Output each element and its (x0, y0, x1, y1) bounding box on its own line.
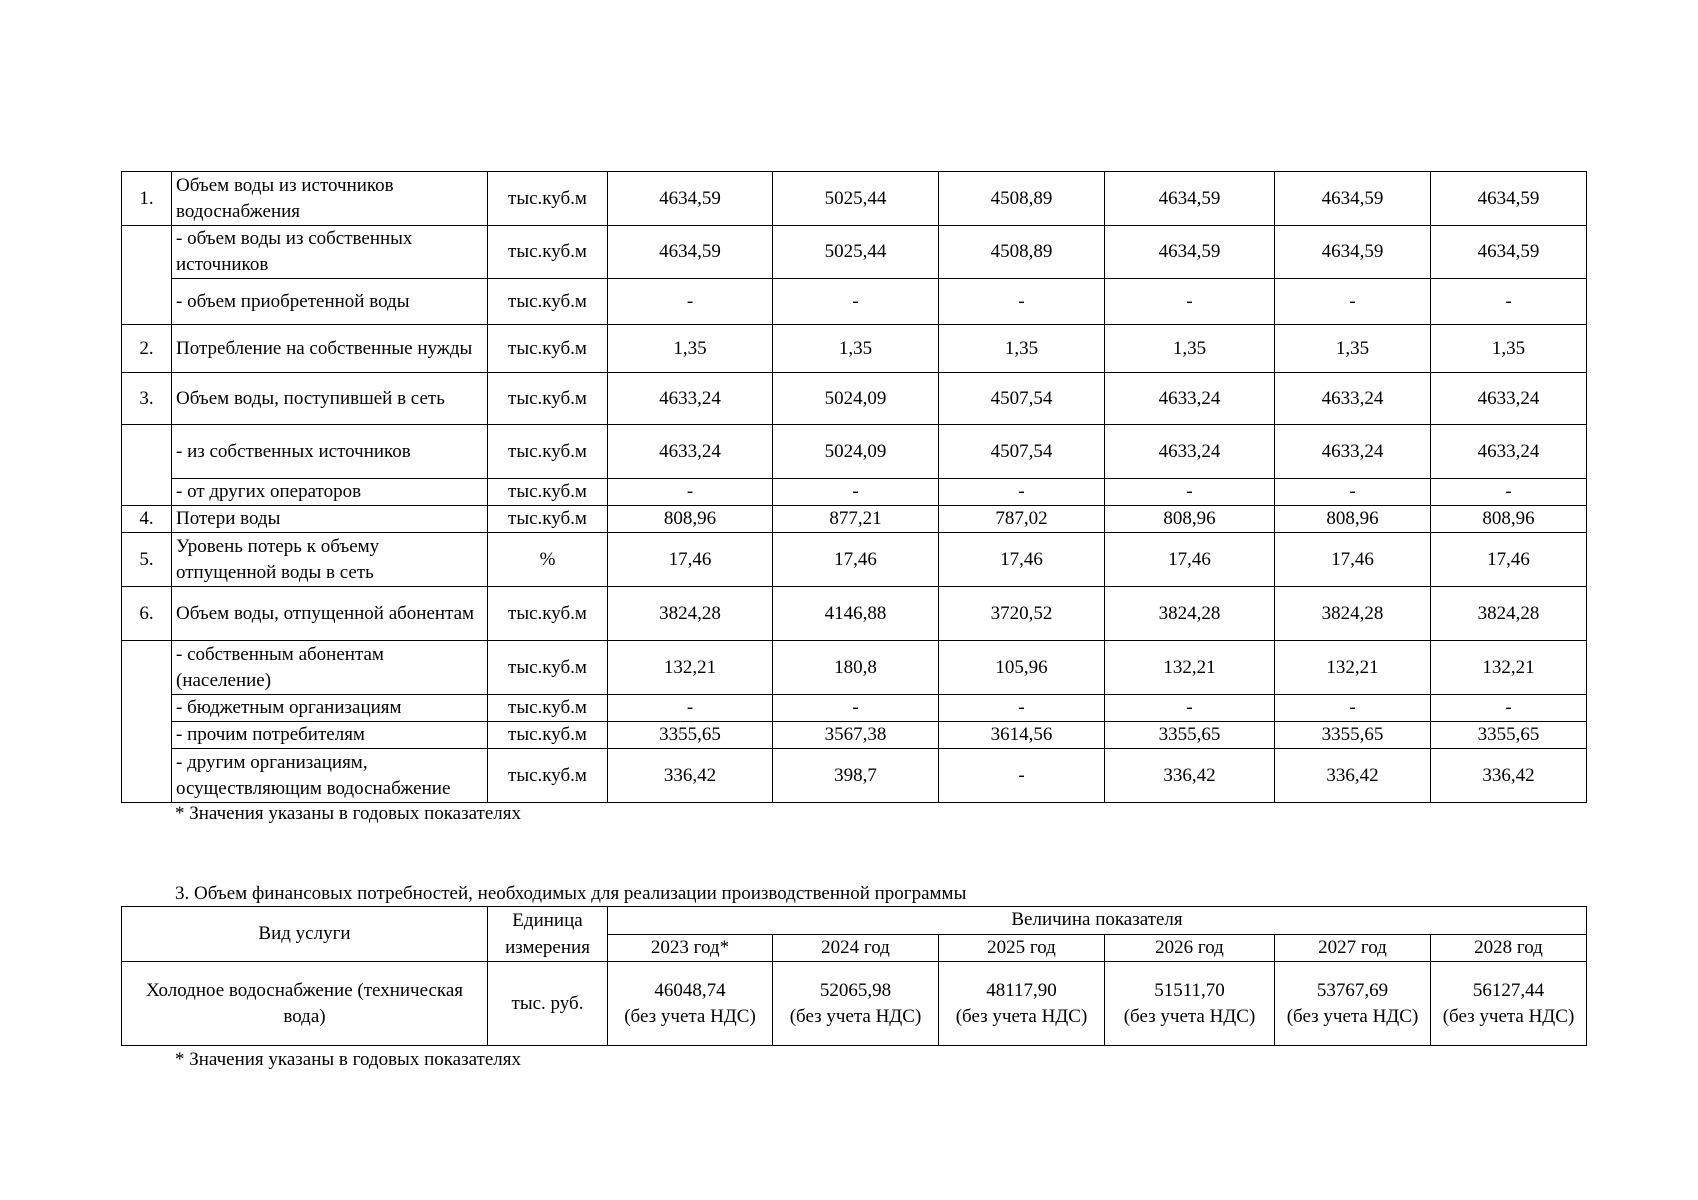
value-cell: 3355,65 (1431, 722, 1587, 749)
value-cell: 180,8 (773, 641, 939, 695)
financial-value: 53767,69 (1316, 979, 1389, 1001)
value-cell: 3355,65 (1105, 722, 1275, 749)
section3-heading: 3. Объем финансовых потребностей, необходимых для реализации производственной программы (175, 883, 967, 904)
table-row (122, 695, 1587, 722)
value-cell: 3824,28 (1105, 587, 1275, 641)
financial-value-cell (608, 962, 773, 1046)
value-cell: 17,46 (773, 533, 939, 587)
indicator-name: Объем воды, отпущенной абонентам (172, 587, 488, 641)
value-cell: 17,46 (1275, 533, 1431, 587)
value-cell: 105,96 (939, 641, 1105, 695)
financial-value: 48117,90 (986, 979, 1057, 1001)
value-cell: 1,35 (1105, 325, 1275, 373)
row-number: 5. (122, 533, 172, 587)
value-cell: - (608, 695, 773, 722)
indicator-name: Потребление на собственные нужды (172, 325, 488, 373)
value-cell: - (939, 695, 1105, 722)
value-cell: 132,21 (1431, 641, 1587, 695)
table2-footnote: * Значения указаны в годовых показателях (175, 1049, 522, 1070)
value-cell: 3614,56 (939, 722, 1105, 749)
value-cell: - (608, 279, 773, 325)
value-cell: 808,96 (1275, 506, 1431, 533)
value-cell: - (1431, 479, 1587, 506)
indicator-name: - объем воды из собственных источников (172, 226, 488, 279)
value-cell: 4508,89 (939, 172, 1105, 226)
value-cell: - (1105, 479, 1275, 506)
value-cell: - (1275, 279, 1431, 325)
value-cell: - (773, 695, 939, 722)
value-header: Величина показателя (608, 907, 1587, 935)
row-number (122, 641, 172, 803)
unit-cell: тыс.куб.м (488, 226, 608, 279)
row-number: 2. (122, 325, 172, 373)
value-cell: - (1275, 695, 1431, 722)
year-header: 2027 год (1275, 934, 1431, 962)
year-header: 2026 год (1105, 934, 1275, 962)
indicator-name: - другим организациям, осуществляющим водоснабжение (172, 749, 488, 803)
value-cell: 17,46 (1431, 533, 1587, 587)
value-cell: 3824,28 (1275, 587, 1431, 641)
value-cell: 4634,59 (608, 226, 773, 279)
indicator-name: - от других операторов (172, 479, 488, 506)
vat-note: (без учета НДС) (1286, 1005, 1419, 1027)
value-cell: - (773, 479, 939, 506)
indicator-name: - собственным абонентам (население) (172, 641, 488, 695)
vat-note: (без учета НДС) (624, 1005, 756, 1027)
table-row (122, 325, 1587, 373)
value-cell: 3824,28 (608, 587, 773, 641)
value-cell: 4633,24 (1431, 425, 1587, 479)
value-cell: 4633,24 (1105, 425, 1275, 479)
year-header: 2024 год (773, 934, 939, 962)
value-cell: 808,96 (1105, 506, 1275, 533)
value-cell: 17,46 (939, 533, 1105, 587)
value-cell: - (1431, 279, 1587, 325)
unit-cell: тыс.куб.м (488, 722, 608, 749)
row-number (122, 425, 172, 506)
value-cell: - (1275, 479, 1431, 506)
year-header: 2028 год (1431, 934, 1587, 962)
value-cell: 4508,89 (939, 226, 1105, 279)
value-cell: 336,42 (1275, 749, 1431, 803)
value-cell: 4507,54 (939, 425, 1105, 479)
indicator-name: Объем воды из источников водоснабжения (172, 172, 488, 226)
value-cell: 4633,24 (608, 425, 773, 479)
indicator-name: - бюджетным организациям (172, 695, 488, 722)
value-cell: - (1105, 695, 1275, 722)
value-cell: - (1105, 279, 1275, 325)
value-cell: 4634,59 (1275, 172, 1431, 226)
value-cell: 336,42 (1431, 749, 1587, 803)
value-cell: 877,21 (773, 506, 939, 533)
t2-header-row-1 (122, 907, 1587, 935)
value-cell: 4634,59 (1431, 226, 1587, 279)
t2-data-row (122, 962, 1587, 1046)
financial-value-cell (773, 962, 939, 1046)
table-row (122, 172, 1587, 226)
value-cell: 5024,09 (773, 373, 939, 425)
value-cell: 1,35 (1431, 325, 1587, 373)
unit-header: Единица измерения (488, 907, 608, 962)
table-row (122, 722, 1587, 749)
value-cell: 3355,65 (1275, 722, 1431, 749)
value-cell: 4633,24 (1105, 373, 1275, 425)
financial-value: 51511,70 (1154, 979, 1225, 1001)
row-number: 6. (122, 587, 172, 641)
unit-cell: % (488, 533, 608, 587)
value-cell: 1,35 (608, 325, 773, 373)
row-number: 4. (122, 506, 172, 533)
indicator-name: - из собственных источников (172, 425, 488, 479)
year-header: 2025 год (939, 934, 1105, 962)
vat-note: (без учета НДС) (1442, 1005, 1575, 1027)
value-cell: 132,21 (608, 641, 773, 695)
service-unit-cell: тыс. руб. (488, 962, 608, 1046)
value-cell: 4507,54 (939, 373, 1105, 425)
table1-footnote: * Значения указаны в годовых показателях (175, 803, 522, 824)
table-row (122, 587, 1587, 641)
vat-note: (без учета НДС) (1123, 1005, 1256, 1027)
value-cell: 787,02 (939, 506, 1105, 533)
value-cell: 3720,52 (939, 587, 1105, 641)
value-cell: 5025,44 (773, 226, 939, 279)
table-row (122, 479, 1587, 506)
table-row (122, 226, 1587, 279)
financial-value-cell (1275, 962, 1431, 1046)
table-row (122, 373, 1587, 425)
vat-note: (без учета НДС) (789, 1005, 922, 1027)
indicator-name: Объем воды, поступившей в сеть (172, 373, 488, 425)
value-cell: 1,35 (1275, 325, 1431, 373)
value-cell: - (939, 749, 1105, 803)
value-cell: 4634,59 (1105, 172, 1275, 226)
year-header: 2023 год* (608, 934, 773, 962)
service-type-header: Вид услуги (122, 907, 488, 962)
value-cell: 1,35 (773, 325, 939, 373)
unit-cell: тыс.куб.м (488, 587, 608, 641)
value-cell: - (773, 279, 939, 325)
value-cell: 132,21 (1275, 641, 1431, 695)
indicator-name: - прочим потребителям (172, 722, 488, 749)
value-cell: 4633,24 (608, 373, 773, 425)
value-cell: 4633,24 (1431, 373, 1587, 425)
financial-value: 52065,98 (819, 979, 892, 1001)
value-cell: 4633,24 (1275, 373, 1431, 425)
unit-cell: тыс.куб.м (488, 373, 608, 425)
table-row (122, 506, 1587, 533)
value-cell: 3824,28 (1431, 587, 1587, 641)
financial-value: 56127,44 (1472, 979, 1545, 1001)
unit-cell: тыс.куб.м (488, 425, 608, 479)
value-cell: 3567,38 (773, 722, 939, 749)
row-number: 1. (122, 172, 172, 226)
value-cell: 4634,59 (1105, 226, 1275, 279)
unit-cell: тыс.куб.м (488, 479, 608, 506)
unit-cell: тыс.куб.м (488, 506, 608, 533)
value-cell: 336,42 (608, 749, 773, 803)
vat-note: (без учета НДС) (955, 1005, 1088, 1027)
production-indicators-table (121, 171, 1587, 803)
value-cell: 4634,59 (608, 172, 773, 226)
indicator-name: - объем приобретенной воды (172, 279, 488, 325)
value-cell: - (939, 279, 1105, 325)
unit-cell: тыс.куб.м (488, 641, 608, 695)
value-cell: 17,46 (608, 533, 773, 587)
value-cell: 4634,59 (1431, 172, 1587, 226)
row-number: 3. (122, 373, 172, 425)
value-cell: 336,42 (1105, 749, 1275, 803)
financial-value-cell (939, 962, 1105, 1046)
unit-cell: тыс.куб.м (488, 325, 608, 373)
table-row (122, 425, 1587, 479)
value-cell: 808,96 (1431, 506, 1587, 533)
financial-value-cell (1431, 962, 1587, 1046)
table-row (122, 279, 1587, 325)
row-number (122, 226, 172, 325)
unit-cell: тыс.куб.м (488, 695, 608, 722)
financial-value-cell (1105, 962, 1275, 1046)
financial-value: 46048,74 (654, 979, 726, 1001)
value-cell: 4633,24 (1275, 425, 1431, 479)
table-row (122, 749, 1587, 803)
unit-cell: тыс.куб.м (488, 749, 608, 803)
value-cell: 17,46 (1105, 533, 1275, 587)
value-cell: 132,21 (1105, 641, 1275, 695)
value-cell: 1,35 (939, 325, 1105, 373)
value-cell: 5025,44 (773, 172, 939, 226)
service-name-cell: Холодное водоснабжение (техническая вода) (122, 962, 488, 1046)
unit-cell: тыс.куб.м (488, 279, 608, 325)
value-cell: - (608, 479, 773, 506)
indicator-name: Потери воды (172, 506, 488, 533)
table-row (122, 533, 1587, 587)
value-cell: 5024,09 (773, 425, 939, 479)
financial-needs-table (121, 906, 1587, 1046)
indicator-name: Уровень потерь к объему отпущенной воды в сеть (172, 533, 488, 587)
value-cell: - (939, 479, 1105, 506)
unit-cell: тыс.куб.м (488, 172, 608, 226)
value-cell: 4146,88 (773, 587, 939, 641)
value-cell: 398,7 (773, 749, 939, 803)
value-cell: - (1431, 695, 1587, 722)
value-cell: 4634,59 (1275, 226, 1431, 279)
value-cell: 3355,65 (608, 722, 773, 749)
table-row (122, 641, 1587, 695)
value-cell: 808,96 (608, 506, 773, 533)
